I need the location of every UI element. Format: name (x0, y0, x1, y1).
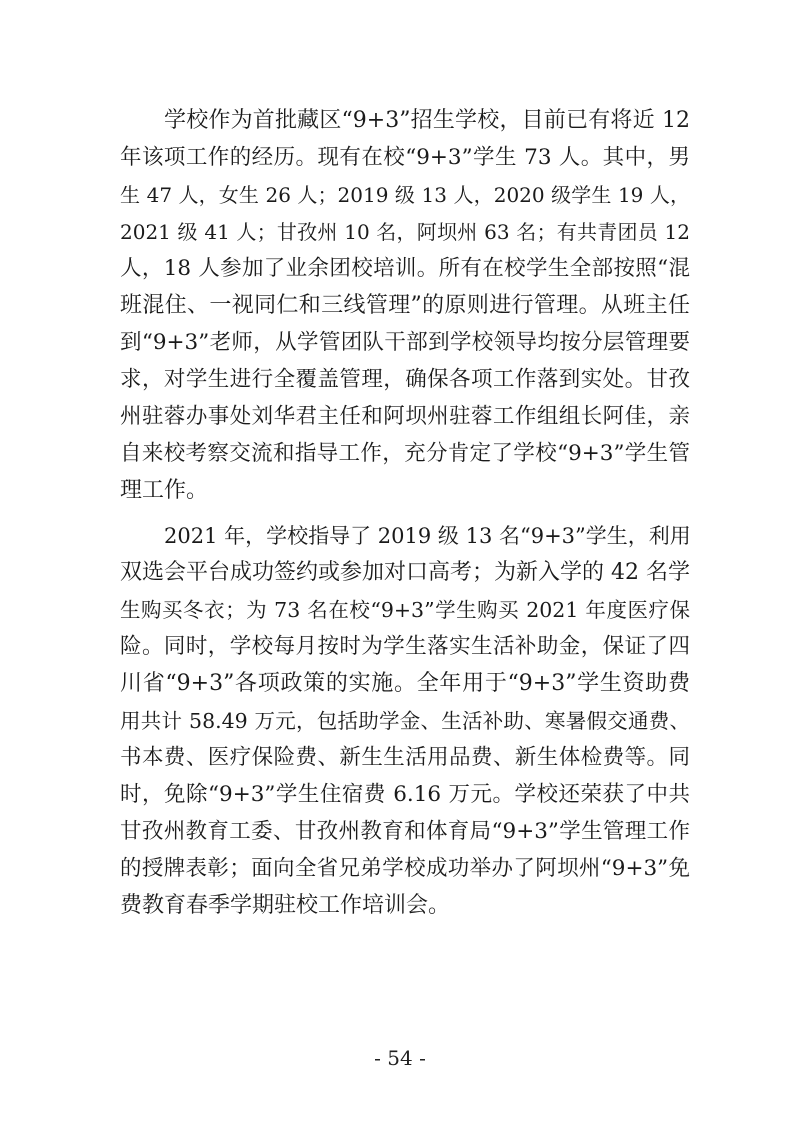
text-line: 险。同时，学校每月按时为学生落实生活补助金，保证了四 (120, 634, 690, 659)
text-line: 自来校考察交流和指导工作，充分肯定了学校“9+3”学生管 (120, 441, 690, 466)
text-line: 书本费、医疗保险费、新生生活用品费、新生体检费等。同 (120, 745, 690, 770)
text-line: 学校作为首批藏区“9+3”招生学校，目前已有将近 12 (164, 108, 690, 133)
text-line: 求，对学生进行全覆盖管理，确保各项工作落到实处。甘孜 (120, 367, 690, 392)
text-line: 2021 级 41 人；甘孜州 10 名，阿坝州 63 名；有共青团员 12 (120, 220, 690, 244)
text-line: 年该项工作的经历。现有在校“9+3”学生 73 人。其中，男 (120, 145, 690, 170)
text-line: 用共计 58.49 万元，包括助学金、生活补助、寒暑假交通费、 (120, 709, 690, 733)
text-line: 州驻蓉办事处刘华君主任和阿坝州驻蓉工作组组长阿佳，亲 (120, 404, 690, 429)
text-line: 生 47 人，女生 26 人；2019 级 13 人，2020 级学生 19 人， (120, 183, 690, 207)
text-line: 的授牌表彰；面向全省兄弟学校成功举办了阿坝州“9+3”免 (120, 856, 690, 881)
text-line: 到“9+3”老师，从学管团队干部到学校领导均按分层管理要 (120, 330, 690, 355)
text-line: 班混住、一视同仁和三线管理”的原则进行管理。从班主任 (120, 293, 690, 318)
text-line: 双选会平台成功签约或参加对口高考；为新入学的 42 名学 (120, 560, 690, 585)
text-line: 时，免除“9+3”学生住宿费 6.16 万元。学校还荣获了中共 (120, 782, 690, 807)
text-line: 人，18 人参加了业余团校培训。所有在校学生全部按照“混 (120, 256, 690, 281)
text-line: 生购买冬衣；为 73 名在校“9+3”学生购买 2021 年度医疗保 (120, 598, 690, 622)
text-line: 理工作。 (120, 478, 209, 503)
text-line: 费教育春季学期驻校工作培训会。 (120, 893, 451, 918)
text-line: 甘孜州教育工委、甘孜州教育和体育局“9+3”学生管理工作 (120, 819, 690, 844)
text-line: 2021 年，学校指导了 2019 级 13 名“9+3”学生，利用 (164, 524, 691, 548)
page-number: - 54 - (374, 1046, 426, 1070)
text-line: 川省“9+3”各项政策的实施。全年用于“9+3”学生资助费 (120, 671, 690, 696)
